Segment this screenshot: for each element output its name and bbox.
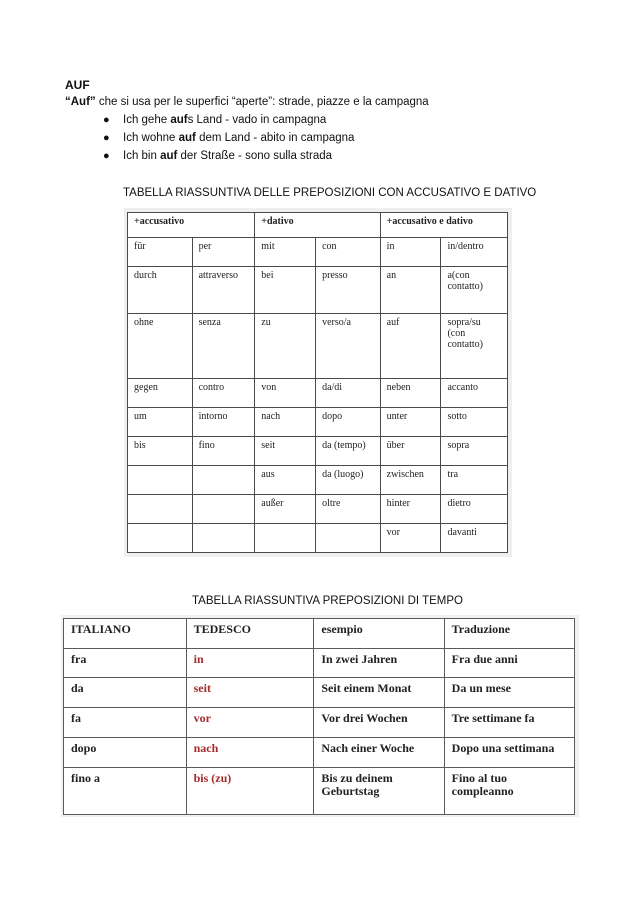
header-italiano: ITALIANO — [64, 619, 187, 649]
table-cell — [192, 465, 255, 494]
header-esempio: esempio — [314, 619, 444, 649]
table-cell: davanti — [441, 523, 508, 552]
table-cell — [316, 523, 381, 552]
list-item: ● Ich wohne auf dem Land - abito in campagna — [65, 129, 354, 147]
header-traduzione: Traduzione — [444, 619, 574, 649]
table-cell: fra — [64, 648, 187, 678]
table-cell: um — [128, 407, 193, 436]
table-cell: senza — [192, 313, 255, 378]
table-cell: hinter — [380, 494, 441, 523]
table-row — [128, 494, 508, 523]
table-cell: dopo — [316, 407, 381, 436]
table2-title: TABELLA RIASSUNTIVA PREPOSIZIONI DI TEMPO — [192, 595, 463, 607]
table-cell — [192, 523, 255, 552]
table-cell: da/di — [316, 378, 381, 407]
table-cell: bis — [128, 436, 193, 465]
table-cell — [192, 494, 255, 523]
table-row — [128, 465, 508, 494]
header-dativo: +dativo — [255, 213, 380, 238]
table-cell: intorno — [192, 407, 255, 436]
bullet-icon: ● — [103, 150, 110, 162]
table-row — [128, 267, 508, 314]
table-row — [128, 313, 508, 378]
example-list — [65, 111, 354, 165]
table-row — [128, 238, 508, 267]
time-prepositions-table — [61, 615, 579, 817]
table-row — [64, 767, 575, 814]
table-cell: fino — [192, 436, 255, 465]
table-cell: seit — [186, 678, 314, 708]
table-cell: an — [380, 267, 441, 314]
table-cell: seit — [255, 436, 316, 465]
intro-keyword: “Auf” — [65, 96, 96, 108]
table-cell: in/dentro — [441, 238, 508, 267]
table-cell: Dopo una settimana — [444, 737, 574, 767]
table-cell: con — [316, 238, 381, 267]
table-cell: per — [192, 238, 255, 267]
table-cell: attraverso — [192, 267, 255, 314]
table-cell: Da un mese — [444, 678, 574, 708]
table-cell: Seit einem Monat — [314, 678, 444, 708]
table-cell: ohne — [128, 313, 193, 378]
table-cell: durch — [128, 267, 193, 314]
list-item: ● Ich bin auf der Straße - sono sulla strada — [65, 147, 354, 165]
table-cell: sopra/su (con contatto) — [441, 313, 508, 378]
table-cell: Tre settimane fa — [444, 708, 574, 738]
table-row — [64, 708, 575, 738]
table-cell: dopo — [64, 737, 187, 767]
table-cell: vor — [380, 523, 441, 552]
table-cell: für — [128, 238, 193, 267]
table-cell: sopra — [441, 436, 508, 465]
table-row — [64, 648, 575, 678]
prepositions-case-table — [124, 208, 512, 557]
table-cell — [128, 523, 193, 552]
table-row — [128, 523, 508, 552]
table-cell: accanto — [441, 378, 508, 407]
section-heading: AUF — [65, 78, 90, 92]
table-cell: da — [64, 678, 187, 708]
table-cell: über — [380, 436, 441, 465]
table-cell — [128, 465, 193, 494]
table-cell — [255, 523, 316, 552]
table-cell: fino a — [64, 767, 187, 814]
table-row — [128, 436, 508, 465]
table-cell: verso/a — [316, 313, 381, 378]
table-cell — [128, 494, 193, 523]
table-cell: da (luogo) — [316, 465, 381, 494]
table-cell: in — [380, 238, 441, 267]
table-cell: Fino al tuo compleanno — [444, 767, 574, 814]
table-cell: mit — [255, 238, 316, 267]
table-cell: Vor drei Wochen — [314, 708, 444, 738]
bullet-icon: ● — [103, 114, 110, 126]
table-row — [128, 378, 508, 407]
table-cell: nach — [255, 407, 316, 436]
table-cell: neben — [380, 378, 441, 407]
table-row — [128, 407, 508, 436]
list-item: ● Ich gehe aufs Land - vado in campagna — [65, 111, 354, 129]
table-cell: presso — [316, 267, 381, 314]
table-cell: von — [255, 378, 316, 407]
table-cell: sotto — [441, 407, 508, 436]
table-cell: gegen — [128, 378, 193, 407]
intro-text: che si usa per le superfici “aperte”: strade, piazze e la campagna — [95, 96, 429, 108]
table-cell: auf — [380, 313, 441, 378]
table-cell: a(con contatto) — [441, 267, 508, 314]
table-row — [64, 678, 575, 708]
header-accusativo: +accusativo — [128, 213, 255, 238]
header-tedesco: TEDESCO — [186, 619, 314, 649]
table-cell: da (tempo) — [316, 436, 381, 465]
table-cell: contro — [192, 378, 255, 407]
table-cell: aus — [255, 465, 316, 494]
table-cell: Bis zu deinem Geburtstag — [314, 767, 444, 814]
table-cell: Nach einer Woche — [314, 737, 444, 767]
table-cell: Fra due anni — [444, 648, 574, 678]
table-cell: vor — [186, 708, 314, 738]
intro-paragraph — [65, 96, 429, 108]
table-cell: in — [186, 648, 314, 678]
table-cell: oltre — [316, 494, 381, 523]
bullet-icon: ● — [103, 132, 110, 144]
table-cell: fa — [64, 708, 187, 738]
table-cell: dietro — [441, 494, 508, 523]
table-cell: zu — [255, 313, 316, 378]
table-cell: In zwei Jahren — [314, 648, 444, 678]
table-row — [64, 737, 575, 767]
table-cell: bei — [255, 267, 316, 314]
table1-title: TABELLA RIASSUNTIVA DELLE PREPOSIZIONI CON ACCUSATIVO E DATIVO — [123, 187, 537, 199]
table-cell: tra — [441, 465, 508, 494]
table-cell: nach — [186, 737, 314, 767]
table-header-row — [64, 619, 575, 649]
table-cell: zwischen — [380, 465, 441, 494]
table-cell: unter — [380, 407, 441, 436]
table-header-row — [128, 213, 508, 238]
table-cell: bis (zu) — [186, 767, 314, 814]
header-accusativo-dativo: +accusativo e dativo — [380, 213, 507, 238]
table-cell: außer — [255, 494, 316, 523]
